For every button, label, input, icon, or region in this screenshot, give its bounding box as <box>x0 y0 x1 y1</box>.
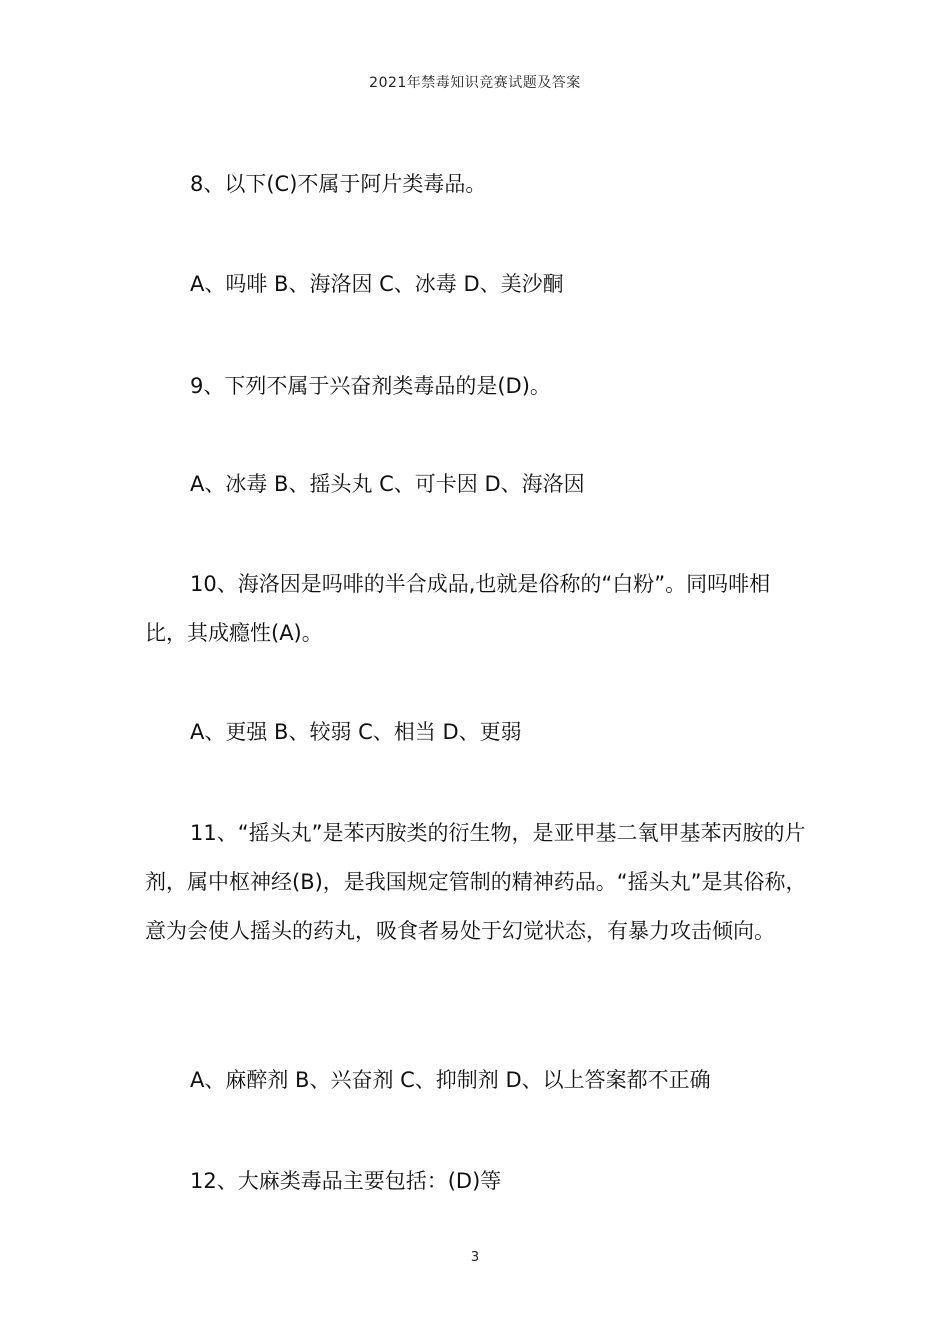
question-8-options: A、吗啡 B、海洛因 C、冰毒 D、美沙酮 <box>190 272 564 296</box>
question-10: 10、海洛因是吗啡的半合成品,也就是俗称的“白粉”。同吗啡相比，其成瘾性(A)。 <box>145 572 771 645</box>
question-9: 9、下列不属于兴奋剂类毒品的是(D)。 <box>190 374 551 398</box>
question-12: 12、大麻类毒品主要包括：(D)等 <box>190 1169 502 1193</box>
question-8: 8、以下(C)不属于阿片类毒品。 <box>190 172 487 196</box>
page-header: 2021年禁毒知识竞赛试题及答案 <box>369 75 581 91</box>
question-9-options: A、冰毒 B、摇头丸 C、可卡因 D、海洛因 <box>190 472 585 496</box>
page-number: 3 <box>470 1250 480 1265</box>
question-11: 11、“摇头丸”是苯丙胺类的衍生物，是亚甲基二氧甲基苯丙胺的片剂，属中枢神经(B)，是我国规定管制的精神药品。“摇头丸”是其俗称，意为会使人摇头的药丸，吸食者易处于幻觉状态，有暴力攻击倾向。 <box>145 821 807 943</box>
question-11-options: A、麻醉剂 B、兴奋剂 C、抑制剂 D、以上答案都不正确 <box>190 1068 711 1092</box>
question-10-options: A、更强 B、较弱 C、相当 D、更弱 <box>190 720 522 744</box>
